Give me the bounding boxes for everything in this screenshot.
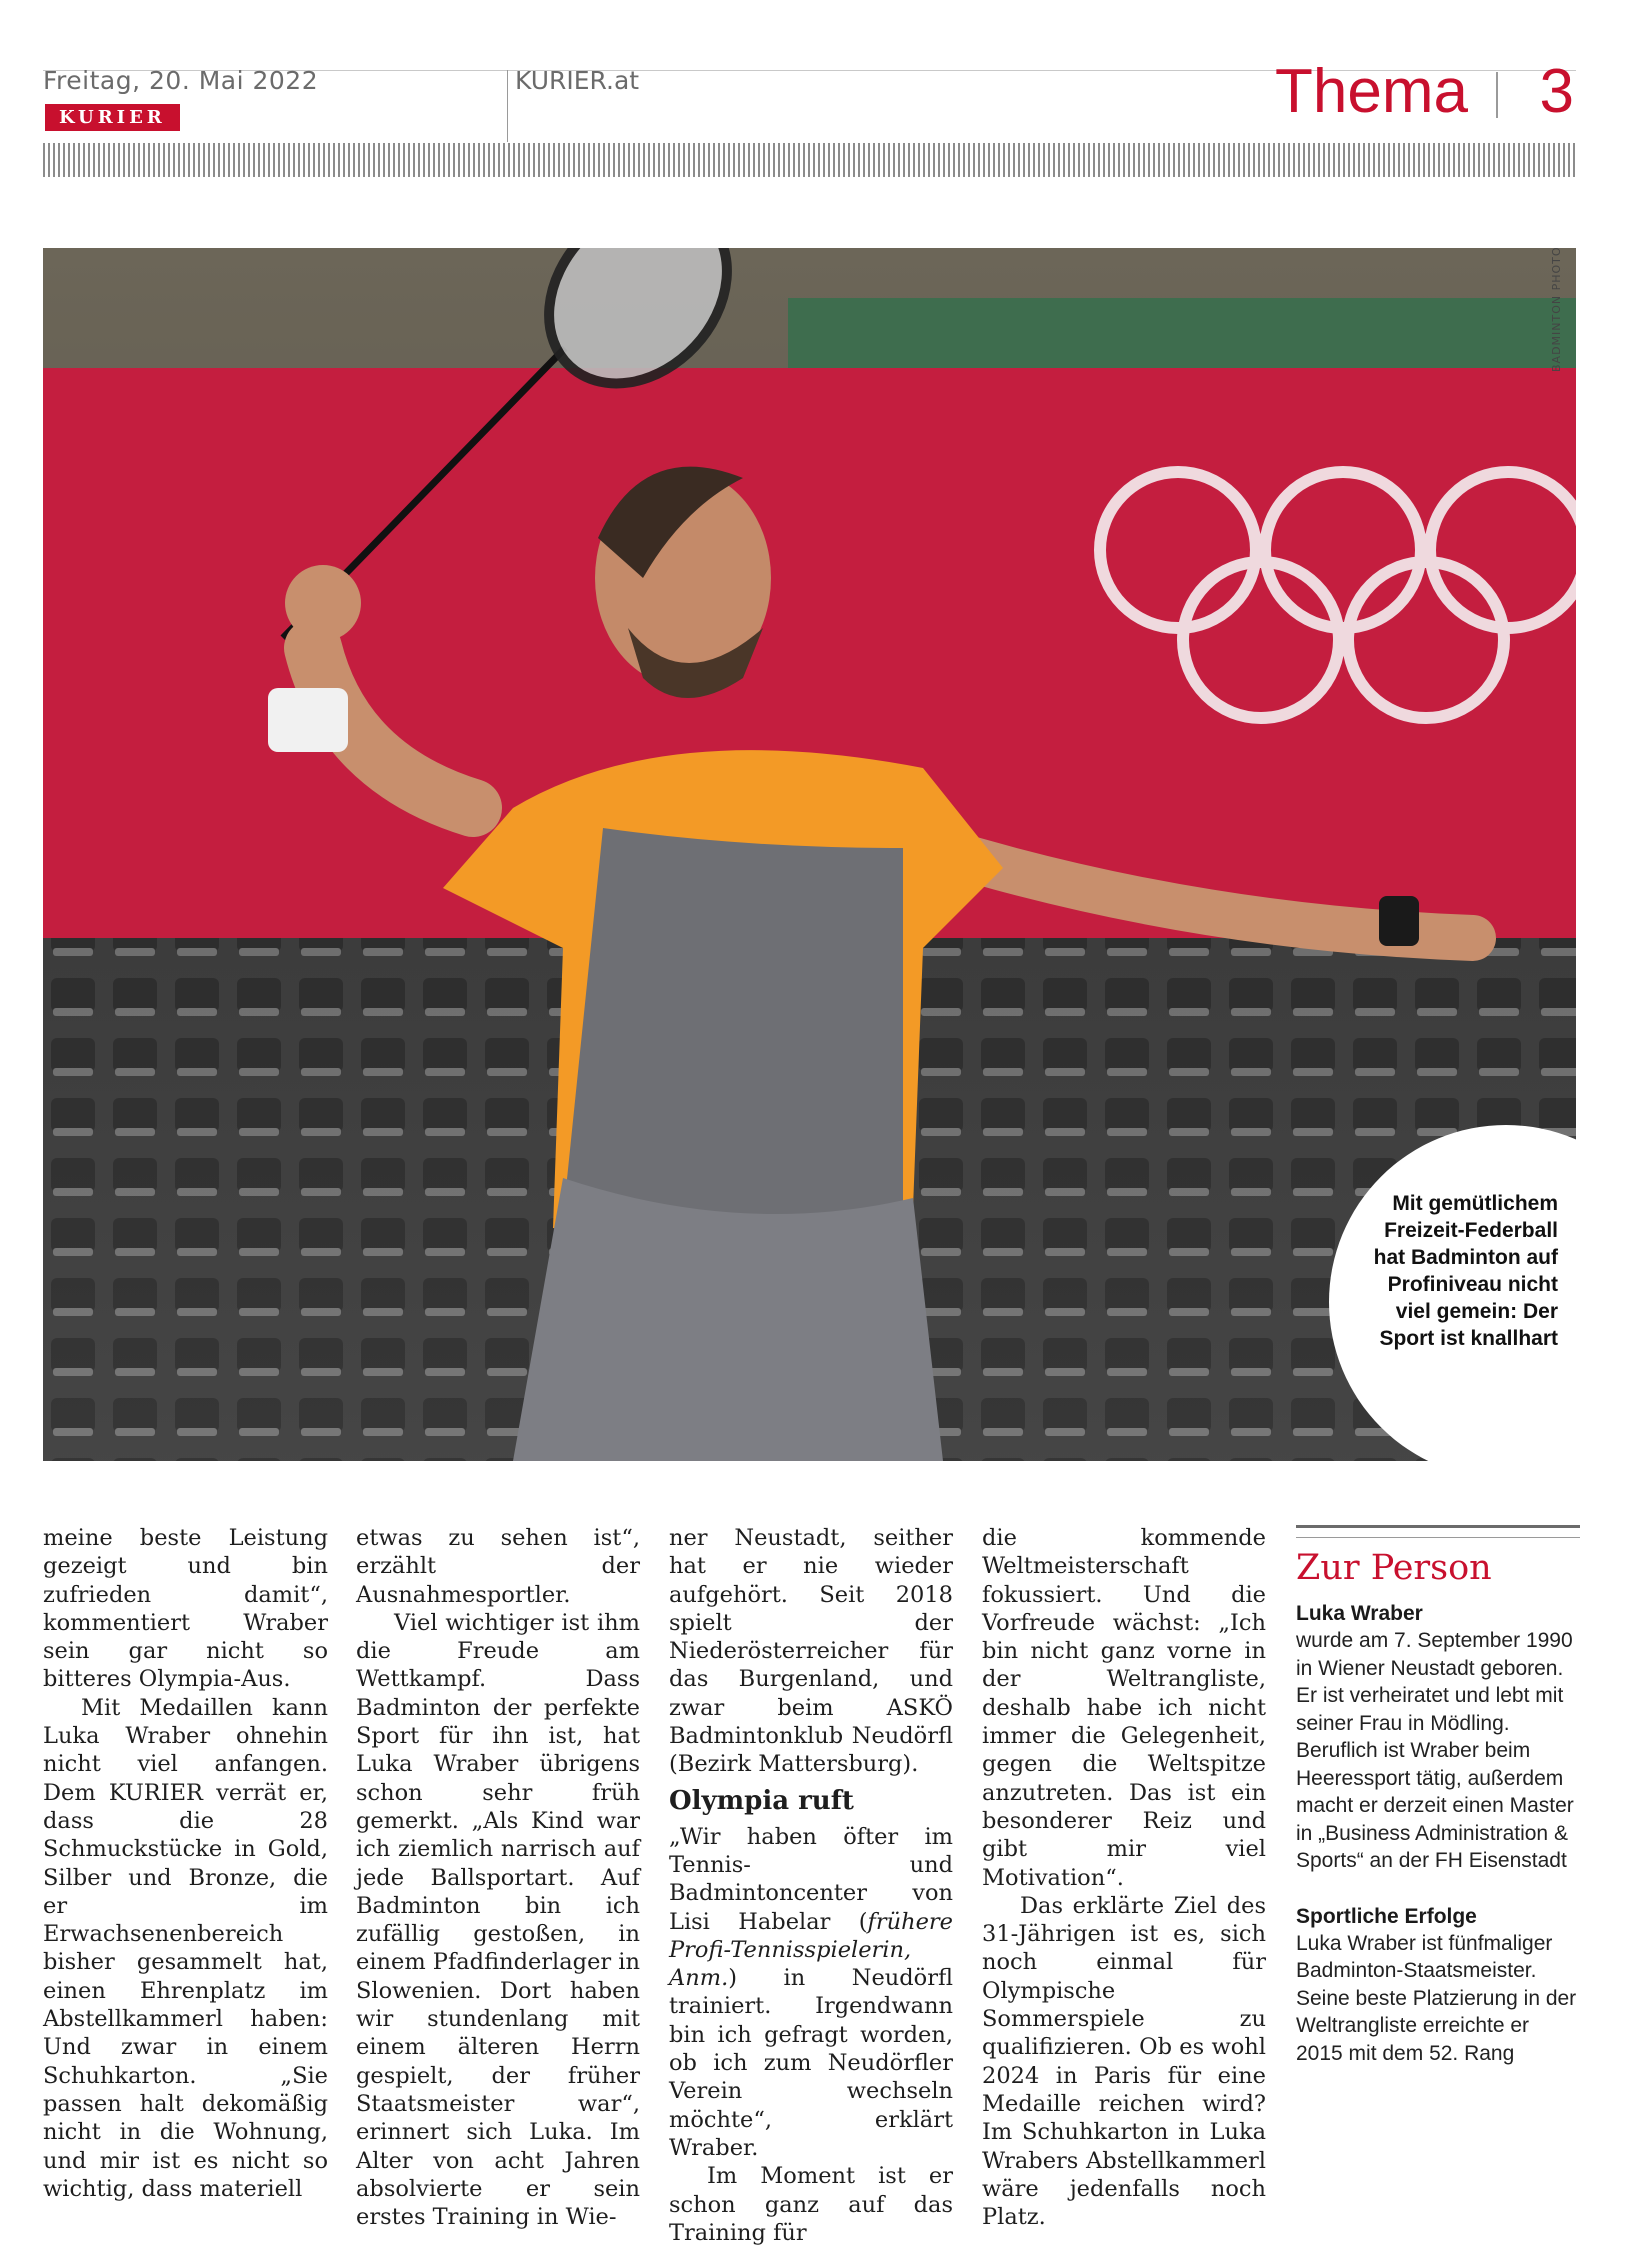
paragraph: Im Moment ist er schon ganz auf das Training für	[669, 2163, 953, 2246]
article-column-2	[356, 1524, 640, 2231]
paragraph: meine beste Leistung gezeigt und bin zufrieden damit“, kommentiert Wraber sein gar nicht so bitteres Olympia-Aus.	[43, 1525, 328, 1693]
photo-credit: BADMINTON PHOTO	[1550, 246, 1563, 372]
box-title: Zur Person	[1296, 1548, 1492, 1588]
box-text: wurde am 7. September 1990 in Wiener Neustadt geboren. Er ist verheiratet und lebt mit seiner Frau in Mödling. Beruflich ist Wraber beim Heeressport tätig, außerdem macht er derzeit einen Master in „Business Administration & Sports“ an der FH Eisenstadt	[1296, 1629, 1574, 1872]
paragraph: Viel wichtiger ist ihm die Freude am Wettkampf. Dass Badminton der perfekte Sport für ihn ist, hat Luka Wraber übrigens schon sehr früh gemerkt. „Als Kind war ich ziemlich narrisch auf jede Ballsportart. Auf Badminton bin ich zufällig gestoßen, in einem Pfadfinderlager in Slowenien. Dort haben wir stundenlang mit einem älteren Herrn gespielt, der früher Staatsmeister war“, erinnert sich Luka. Im Alter von acht Jahren absolvierte er sein erstes Training in Wie-	[356, 1609, 640, 2231]
paragraph: die kommende Weltmeisterschaft fokussiert. Und die Vorfreude wächst: „Ich bin nicht ganz vorne in der Weltrangliste, deshalb habe ich nicht immer die Gelegenheit, gegen die Weltspitze anzutreten. Das ist ein besonderer Reiz und gibt mir viel Motivation“.	[982, 1525, 1266, 1891]
section-title: Thema	[1275, 57, 1468, 126]
issue-date: Freitag, 20. Mai 2022	[43, 66, 319, 95]
paragraph: ner Neustadt, seither hat er nie wieder aufgehört. Seit 2018 spielt der Niederösterreicher für das Burgenland, und zwar beim ASKÖ Badmintonklub Neudörfl (Bezirk Mattersburg).	[669, 1525, 953, 1778]
article-column-3	[669, 1524, 953, 2247]
paragraph: Mit Medaillen kann Luka Wraber ohnehin nicht viel anfangen. Dem KURIER verrät er, dass die 28 Schmuckstücke in Gold, Silber und Bronze, die er im Erwachsenenbereich bisher gesammelt hat, einen Ehrenplatz im Abstellkammerl haben: Und zwar in einem Schuhkarton. „Sie passen halt dekomäßig nicht in die Wohnung, und mir ist es nicht so wichtig, dass materiell	[43, 1694, 328, 2202]
site-url: KURIER.at	[515, 66, 640, 95]
article-column-1	[43, 1524, 328, 2203]
paragraph: „Wir haben öfter im Tennis- und Badmintoncenter von Lisi Habelar (frühere Profi-Tennisspielerin, Anm.) in Neudörfl trainiert. Irgendwann bin ich gefragt worden, ob ich zum Neudörfler Verein wechseln möchte“, erklärt Wraber.	[669, 1823, 953, 2161]
article-column-4	[982, 1524, 1266, 2231]
box-top-rule	[1296, 1525, 1580, 1538]
kurier-logo: KURIER	[45, 104, 180, 131]
subheading: Olympia ruft	[669, 1785, 854, 1816]
box-heading: Sportliche Erfolge	[1296, 1904, 1477, 1928]
header-divider	[507, 70, 508, 142]
header-hatch-band	[43, 143, 1576, 177]
section-separator	[1496, 72, 1498, 118]
photo-caption: Mit gemütlichem Freizeit-Federball hat Badminton auf Profiniveau nicht viel gemein: Der Sport ist knallhart	[1373, 1192, 1558, 1350]
paragraph: Das erklärte Ziel des 31-Jährigen ist es, sich noch einmal für Olympische Sommerspiele zu qualifizieren. Ob es wohl 2024 in Paris für eine Medaille reichen wird? Im Schuhkarton in Luka Wrabers Abstellkammerl wäre jedenfalls noch Platz.	[982, 1892, 1266, 2231]
box-heading: Luka Wraber	[1296, 1602, 1423, 1625]
box-text: Luka Wraber ist fünfmaliger Badminton-Staatsmeister. Seine beste Platzierung in der Weltrangliste erreichte er 2015 mit dem 52. Rang	[1296, 1931, 1577, 2065]
paragraph: etwas zu sehen ist“, erzählt der Ausnahmesportler.	[356, 1525, 640, 1608]
person-info-box	[1296, 1525, 1580, 2067]
page-number: 3	[1539, 57, 1574, 126]
